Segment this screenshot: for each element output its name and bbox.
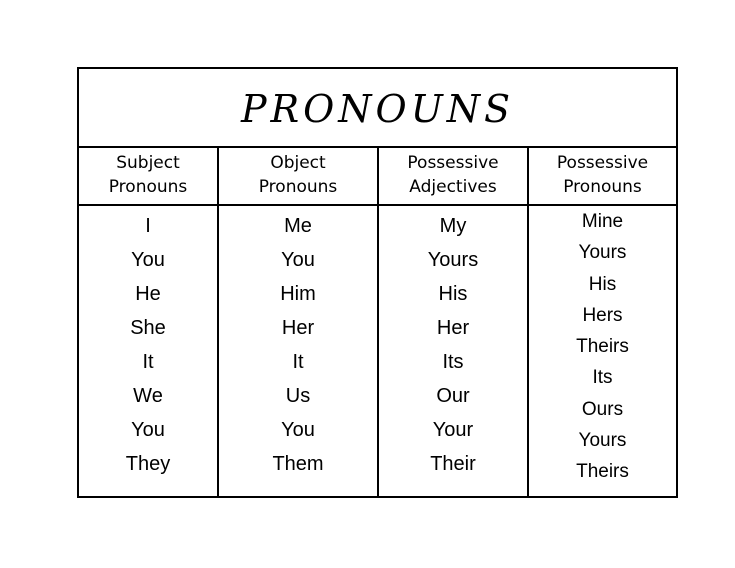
- column-header-line: Adjectives: [409, 177, 497, 197]
- pronoun-cell: Theirs: [576, 336, 629, 358]
- column-possessive-pronouns: [527, 148, 676, 496]
- pronoun-cell: You: [281, 419, 315, 441]
- column-header: [379, 148, 527, 206]
- pronoun-cell: You: [281, 249, 315, 271]
- column-header-line: Subject: [116, 153, 180, 173]
- column-object-pronouns: [217, 148, 377, 496]
- column-header: [219, 148, 377, 206]
- column-subject-pronouns: [79, 148, 217, 496]
- pronoun-cell: They: [125, 453, 171, 475]
- pronoun-cell: You: [131, 249, 165, 271]
- pronoun-cell: You: [131, 419, 165, 441]
- column-header-line: Pronouns: [108, 177, 188, 197]
- column-header-line: Object: [270, 153, 326, 173]
- pronoun-cell: His: [438, 283, 468, 305]
- pronoun-cell: Its: [442, 351, 464, 373]
- pronoun-cell: It: [292, 351, 304, 373]
- pronoun-cell: Theirs: [576, 461, 629, 483]
- column-header-line: Possessive: [556, 153, 649, 173]
- pronoun-cell: His: [588, 273, 617, 295]
- pronoun-cell: Me: [284, 215, 312, 237]
- pronoun-cell: She: [130, 317, 166, 339]
- pronoun-cell: Your: [432, 419, 474, 441]
- pronoun-cell: My: [439, 215, 467, 237]
- column-possessive-adjectives: [377, 148, 527, 496]
- title-row: [79, 69, 676, 148]
- pronoun-cell: Mine: [581, 211, 624, 232]
- pronoun-cell: Him: [280, 283, 316, 305]
- pronoun-cell: Yours: [578, 430, 627, 452]
- column-header: [79, 148, 217, 206]
- column-body: [79, 206, 217, 481]
- pronoun-cell: Her: [281, 317, 315, 339]
- pronoun-cell: We: [133, 385, 163, 407]
- column-body: [529, 206, 676, 488]
- column-header-line: Possessive: [407, 153, 499, 173]
- pronoun-cell: Us: [285, 385, 311, 407]
- column-header-line: Pronouns: [258, 177, 338, 197]
- pronoun-cell: He: [135, 283, 161, 305]
- pronoun-cell: Hers: [582, 304, 623, 326]
- pronoun-cell: Them: [272, 453, 324, 475]
- pronoun-cell: Their: [430, 453, 476, 475]
- column-header-line: Pronouns: [563, 177, 642, 197]
- pronoun-cell: I: [145, 215, 151, 237]
- pronoun-cell: It: [142, 351, 154, 373]
- pronoun-cell: Yours: [578, 242, 627, 264]
- column-body: [219, 206, 377, 481]
- pronoun-cell: Our: [436, 385, 470, 407]
- pronoun-cell: Ours: [581, 398, 624, 420]
- pronoun-cell: Its: [592, 367, 613, 389]
- column-body: [379, 206, 527, 481]
- page-title: PRONOUNS: [240, 86, 515, 131]
- column-header: [529, 148, 676, 206]
- pronoun-cell: Her: [436, 317, 470, 339]
- pronouns-chart: [77, 67, 678, 498]
- pronoun-cell: Yours: [427, 249, 479, 271]
